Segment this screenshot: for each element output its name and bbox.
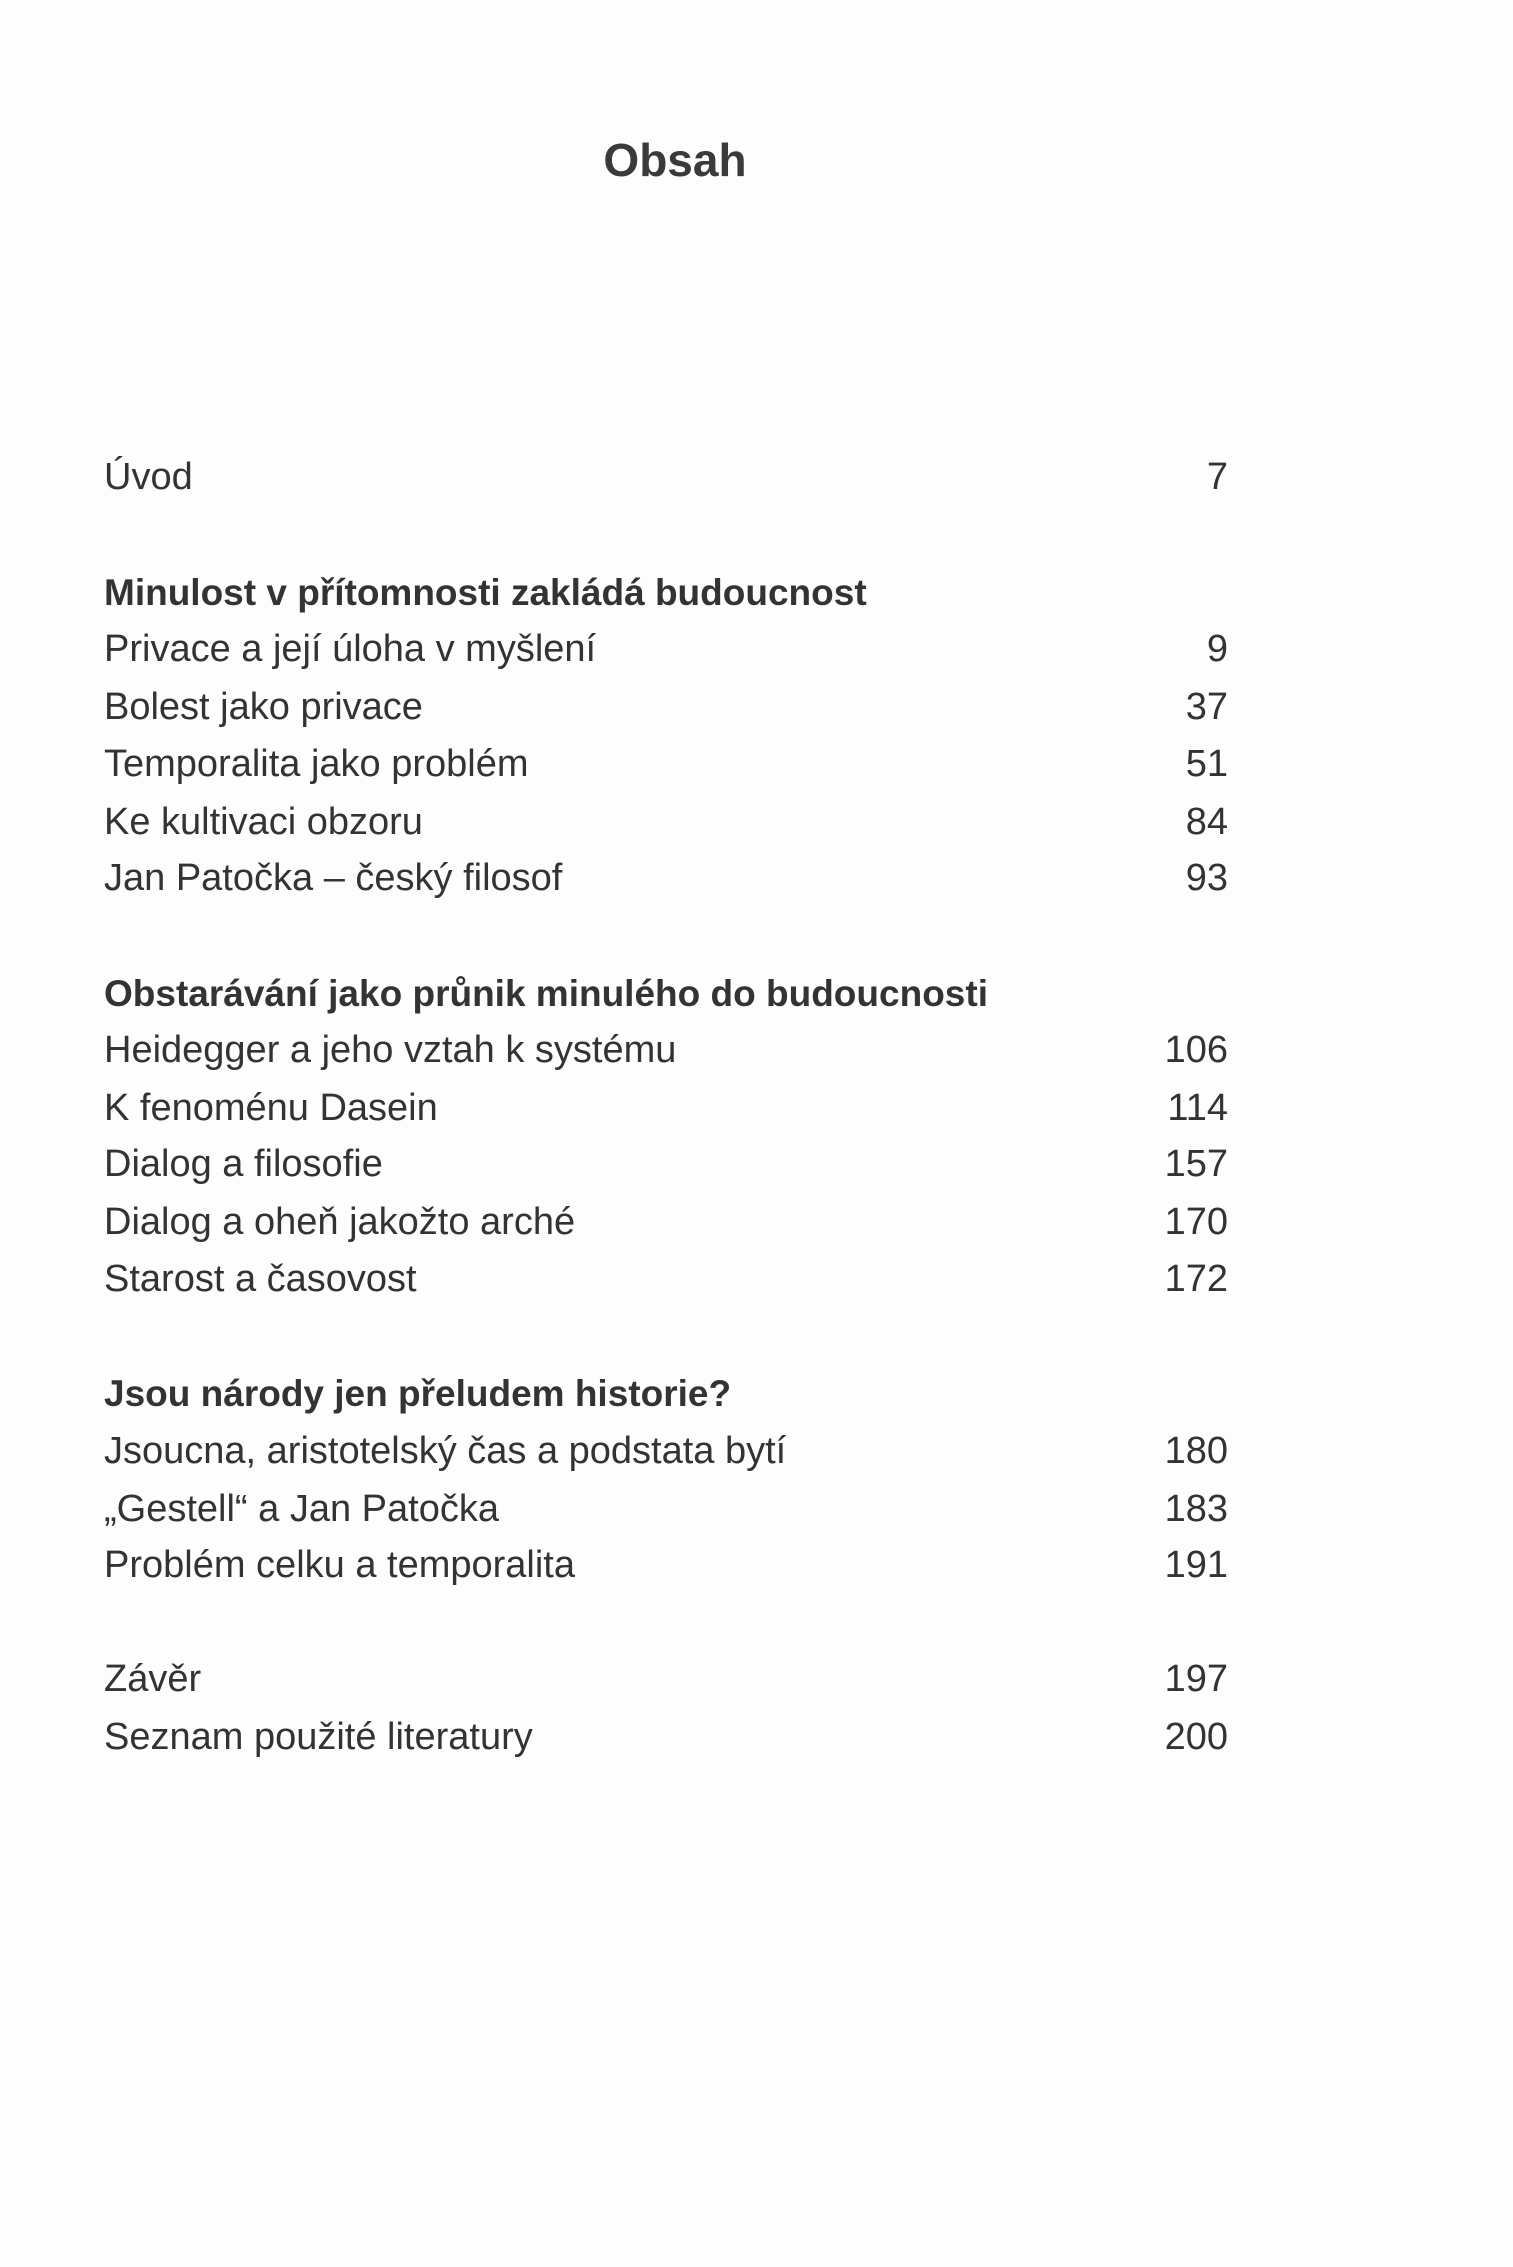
toc-entry: [104, 736, 1228, 792]
entry-label: Heidegger a jeho vztah k systému: [104, 1029, 677, 1071]
toc-entry: [104, 621, 1228, 677]
entry-page: 106: [1164, 1029, 1228, 1071]
section-heading-text: Obstarávání jako průnik minulého do budoucnosti: [104, 973, 988, 1014]
entry-label: Dialog a filosofie: [104, 1143, 383, 1185]
entry-label: Ke kultivaci obzoru: [104, 801, 423, 843]
entry-label: Temporalita jako problém: [104, 743, 529, 785]
toc-entry: [104, 1423, 1228, 1479]
toc-entry: [104, 1022, 1228, 1078]
section-heading: [104, 1366, 1228, 1422]
entry-label: Jsoucna, aristotelský čas a podstata bytí: [104, 1430, 787, 1472]
entry-page: 197: [1164, 1658, 1228, 1700]
entry-label: Problém celku a temporalita: [104, 1544, 575, 1586]
toc-entry: [104, 1651, 1228, 1707]
entry-label: Úvod: [104, 456, 193, 498]
toc-entry: [104, 1709, 1228, 1765]
entry-page: 9: [1206, 628, 1228, 670]
toc-entry: [104, 1136, 1228, 1192]
entry-label: Bolest jako privace: [104, 686, 423, 728]
entry-page: 172: [1164, 1258, 1228, 1300]
entry-page: 170: [1164, 1201, 1228, 1243]
toc-entry: [104, 1251, 1228, 1307]
entry-label: Dialog a oheň jakožto arché: [104, 1201, 576, 1243]
toc-entry: [104, 1537, 1228, 1593]
entry-label: K fenoménu Dasein: [104, 1087, 438, 1129]
toc-entry: [104, 1194, 1228, 1250]
entry-page: 37: [1185, 686, 1228, 728]
entry-page: 157: [1164, 1143, 1228, 1185]
entry-page: 114: [1167, 1087, 1228, 1129]
entry-page: 51: [1185, 743, 1228, 785]
entry-page: 84: [1185, 801, 1228, 843]
section-heading-text: Minulost v přítomnosti zakládá budoucnost: [104, 572, 867, 613]
entry-label: „Gestell“ a Jan Patočka: [104, 1488, 499, 1530]
entry-label: Starost a časovost: [104, 1258, 417, 1300]
toc-entry: [104, 449, 1228, 505]
section-heading-text: Jsou národy jen přeludem historie?: [104, 1373, 732, 1414]
entry-page: 191: [1164, 1544, 1228, 1586]
toc-entry: [104, 794, 1228, 850]
entry-page: 180: [1164, 1430, 1228, 1472]
entry-page: 200: [1164, 1716, 1228, 1758]
entry-label: Seznam použité literatury: [104, 1716, 533, 1758]
toc-entry: [104, 850, 1228, 906]
entry-label: Jan Patočka – český filosof: [104, 857, 563, 899]
entry-page: 7: [1206, 456, 1228, 498]
entry-page: 183: [1164, 1488, 1228, 1530]
section-heading: [104, 565, 1228, 621]
entry-label: Závěr: [104, 1658, 202, 1700]
toc-entry: [104, 1080, 1228, 1136]
page-title: Obsah: [603, 134, 747, 186]
entry-page: 93: [1185, 857, 1228, 899]
toc-entry: [104, 679, 1228, 735]
section-heading: [104, 966, 1228, 1022]
entry-label: Privace a její úloha v myšlení: [104, 628, 597, 670]
toc-entry: [104, 1481, 1228, 1537]
